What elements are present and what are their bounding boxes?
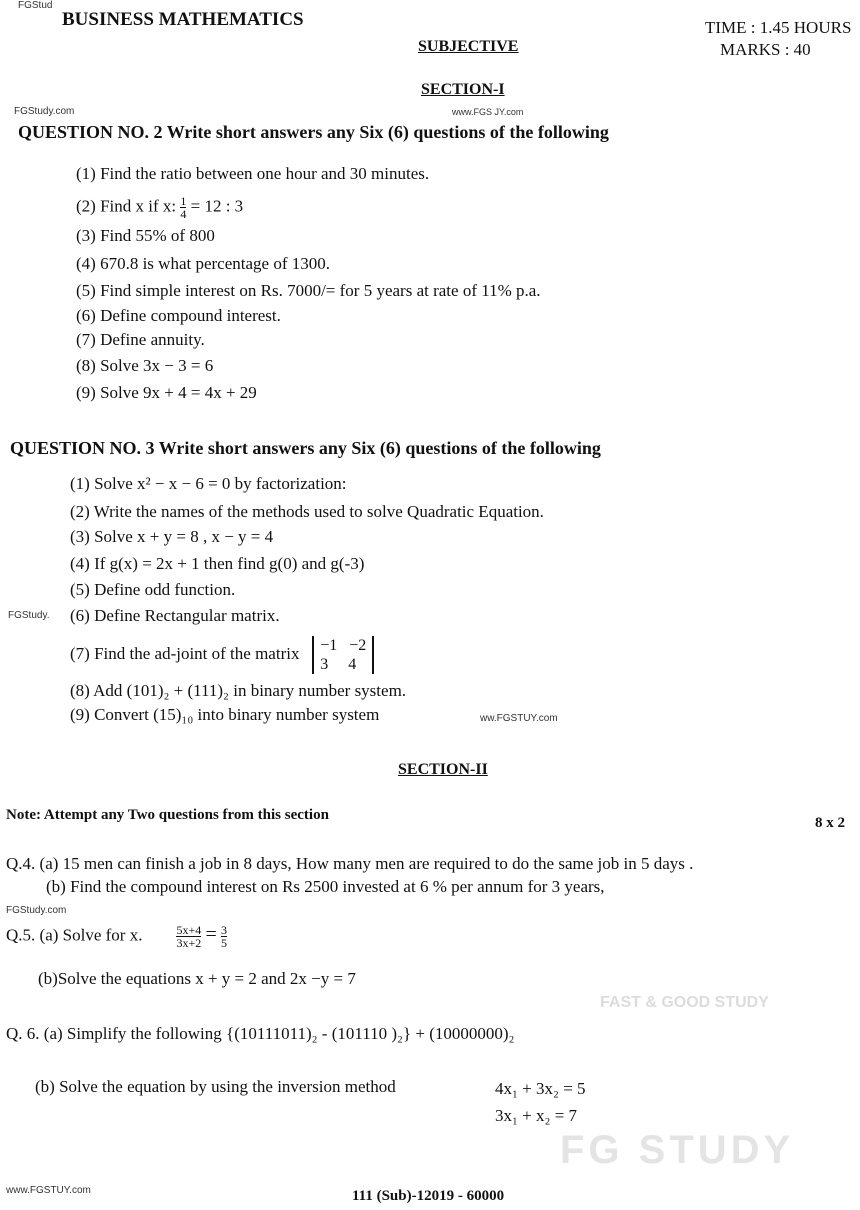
section-2-marks: 8 x 2 <box>815 815 845 831</box>
q2-item: (5) Find simple interest on Rs. 7000/= for 5 years at rate of 11% p.a. <box>76 281 541 300</box>
q3-item: (2) Write the names of the methods used to solve Quadratic Equation. <box>70 502 544 521</box>
q6-part-b: (b) Solve the equation by using the inversion method <box>35 1077 396 1096</box>
q2-item: (7) Define annuity. <box>76 330 205 349</box>
q2-item: (4) 670.8 is what percentage of 1300. <box>76 254 330 273</box>
q3-item: (5) Define odd function. <box>70 580 236 599</box>
watermark-text: www.FGS JY.com <box>452 107 524 117</box>
q2-item: (1) Find the ratio between one hour and 30 minutes. <box>76 164 430 183</box>
q3-item: (9) Convert (15)₁₀ into binary number system <box>70 705 380 724</box>
section-2-heading: SECTION-II <box>398 761 488 778</box>
watermark-text: www.FGSTUY.com <box>6 1185 91 1196</box>
q3-item: (1) Solve x² − x − 6 = 0 by factorization: <box>70 474 347 493</box>
q2-item: (8) Solve 3x − 3 = 6 <box>76 356 214 375</box>
time-label: TIME : 1.45 HOURS <box>705 18 852 37</box>
q4-part-a: Q.4. (a) 15 men can finish a job in 8 days, How many men are required to do the same job in 5 days . <box>6 854 694 873</box>
q6-equation-2: 3x₁ + x₂ = 7 <box>495 1106 578 1125</box>
watermark-text: ww.FGSTUY.com <box>480 713 558 724</box>
q3-item: (7) Find the ad-joint of the matrix −1 −2 3 4 <box>70 636 374 674</box>
q6-part-a: Q. 6. (a) Simplify the following {(10111011)₂ - (101110 )₂} + (10000000)₂ <box>6 1024 515 1043</box>
q3-item: (4) If g(x) = 2x + 1 then find g(0) and g(-3) <box>70 554 365 573</box>
q3-item: (6) Define Rectangular matrix. <box>70 606 280 625</box>
q3-item: (8) Add (101)₂ + (111)₂ in binary number system. <box>70 681 407 700</box>
q2-item: (6) Define compound interest. <box>76 306 281 325</box>
watermark-text: FGStudy. <box>8 610 50 621</box>
watermark-text: FGStudy.com <box>14 106 75 117</box>
q5-part-a: Q.5. (a) Solve for x. $\frac{5x+4}{3x+2}$ = $\frac{3}{5}$ <box>6 923 228 950</box>
question-3-heading: QUESTION NO. 3 Write short answers any Six (6) questions of the following <box>10 438 601 458</box>
marks-label: MARKS : 40 <box>720 40 811 59</box>
q5-part-b: (b)Solve the equations x + y = 2 and 2x −y = 7 <box>38 969 356 988</box>
q3-item: (3) Solve x + y = 8 , x − y = 4 <box>70 527 274 546</box>
q6-equation-1: 4x₁ + 3x₂ = 5 <box>495 1079 586 1098</box>
question-2-heading: QUESTION NO. 2 Write short answers any Six (6) questions of the following <box>18 122 609 142</box>
watermark-text: FGStudy.com <box>6 905 67 916</box>
watermark-text: FGStud <box>18 0 53 11</box>
paper-code: 111 (Sub)-12019 - 60000 <box>352 1188 505 1204</box>
section-2-note: Note: Attempt any Two questions from this section <box>6 807 329 823</box>
subject-title: BUSINESS MATHEMATICS <box>62 9 304 30</box>
matrix: −1 −2 3 4 <box>312 636 374 674</box>
watermark-logo: FG STUDY <box>560 1128 795 1172</box>
q4-part-b: (b) Find the compound interest on Rs 2500 invested at 6 % per annum for 3 years, <box>46 877 605 896</box>
q2-item: (9) Solve 9x + 4 = 4x + 29 <box>76 383 257 402</box>
section-1-heading: SECTION-I <box>421 81 505 98</box>
watermark-tagline: FAST & GOOD STUDY <box>600 994 769 1011</box>
q2-item: (2) Find x if x: $\frac{1}{4}$ = 12 : 3 <box>76 194 244 221</box>
q2-item: (3) Find 55% of 800 <box>76 226 215 245</box>
subjective-heading: SUBJECTIVE <box>418 38 519 55</box>
